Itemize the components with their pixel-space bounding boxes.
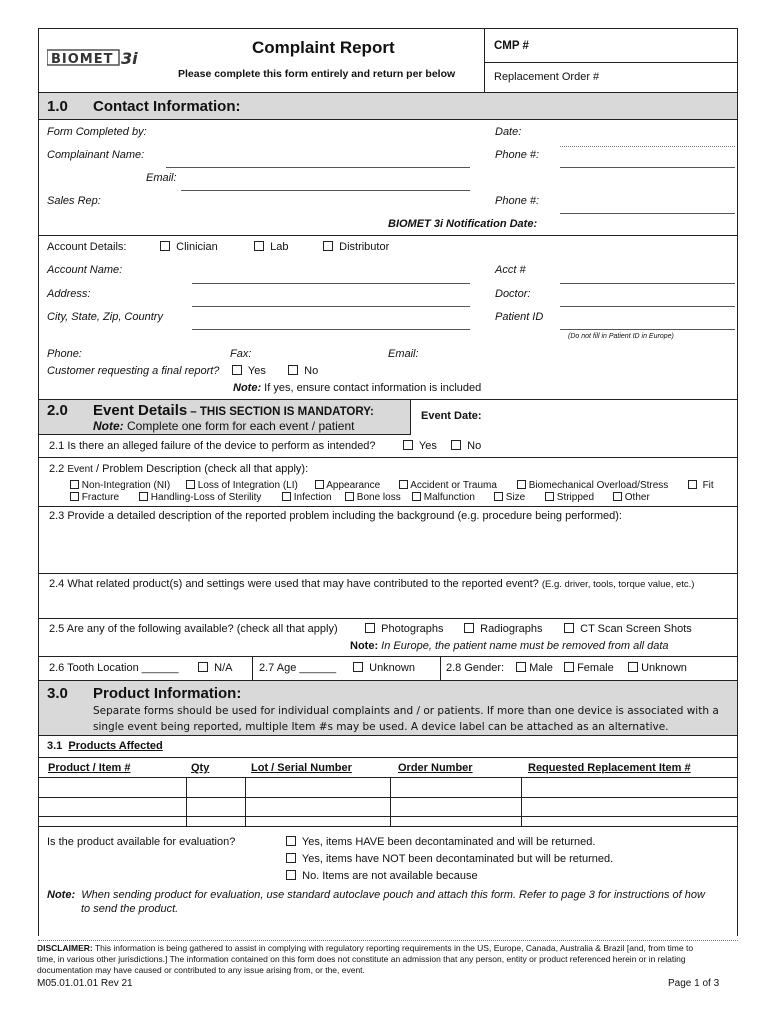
col-qty: Qty — [191, 762, 210, 774]
eval-option-not-available[interactable] — [286, 870, 478, 882]
section-1-title: Contact Information: — [93, 98, 241, 115]
checkbox[interactable] — [70, 480, 79, 489]
problem-loss-integration[interactable] — [186, 480, 298, 491]
divider-3 — [39, 506, 737, 507]
eval-option-label: Yes, items HAVE been decontaminated and will be returned. — [301, 836, 596, 848]
phone-label-2: Phone #: — [495, 195, 540, 207]
no-label: No — [467, 440, 482, 452]
lab-label: Lab — [270, 241, 289, 253]
photographs-option[interactable] — [365, 623, 444, 635]
checkbox[interactable] — [412, 492, 421, 501]
yes-label: Yes — [247, 365, 266, 377]
gender-unknown-option[interactable] — [628, 662, 687, 674]
eval-option-label: Yes, items have NOT been decontaminated but will be returned. — [301, 853, 614, 865]
disclaimer-label: DISCLAIMER: — [37, 943, 93, 953]
eval-not-available-checkbox[interactable] — [286, 870, 296, 880]
problem-label: Appearance — [326, 480, 381, 491]
section-2-title — [93, 402, 374, 419]
checkbox[interactable] — [282, 492, 291, 501]
q24-text: 2.4 What related product(s) and settings were used that may have contributed to the reported event? — [49, 578, 539, 590]
note-label: Note: — [47, 889, 76, 901]
final-report-yes[interactable] — [232, 365, 266, 377]
page-number: Page 1 of 3 — [668, 978, 720, 989]
photographs-label: Photographs — [381, 623, 444, 635]
q21-label: 2.1 Is there an alleged failure of the device to perform as intended? — [49, 440, 376, 452]
q22-label — [49, 463, 308, 475]
final-report-no-checkbox[interactable] — [288, 365, 298, 375]
distributor-label: Distributor — [339, 241, 390, 253]
col-product-item: Product / Item # — [48, 762, 131, 774]
notification-date-label: BIOMET 3i Notification Date: — [388, 218, 538, 230]
date-field[interactable] — [560, 146, 735, 147]
final-report-question: Customer requesting a final report? — [47, 365, 220, 377]
contact-note — [233, 382, 481, 394]
note-label: Note: — [93, 419, 124, 433]
section-2-note — [93, 419, 354, 433]
problem-label: Biomechanical Overload/Stress — [528, 480, 669, 491]
problem-stripped[interactable] — [545, 492, 594, 503]
table-cell[interactable] — [40, 798, 185, 815]
note-text: If yes, ensure contact information is included — [264, 382, 482, 394]
sub-title: Products Affected — [68, 740, 163, 752]
problem-label: Size — [505, 492, 526, 503]
problem-fit[interactable] — [688, 480, 714, 491]
col-replacement-item: Requested Replacement Item # — [528, 762, 691, 774]
sub-number: 3.1 — [47, 740, 63, 752]
checkbox[interactable] — [613, 492, 622, 501]
q21-no-checkbox[interactable] — [451, 440, 461, 450]
radiographs-checkbox[interactable] — [464, 623, 474, 633]
table-row-line — [39, 816, 737, 817]
problem-label: Accident or Trauma — [410, 480, 497, 491]
account-name-label: Account Name: — [47, 264, 123, 276]
section-3-description: Separate forms should be used for individual complaints and / or patients. If more than one device is associated with a single event being reported, multiple Item #s may be used. A device label can be attached as an alternative. — [93, 705, 719, 733]
problem-label: Fracture — [81, 492, 120, 503]
problem-label: Handling-Loss of Sterility — [150, 492, 262, 503]
radiographs-label: Radiographs — [480, 623, 543, 635]
problem-label: Stripped — [556, 492, 595, 503]
final-report-no[interactable] — [288, 365, 318, 377]
divider-2 — [39, 457, 737, 458]
ct-scan-option[interactable] — [564, 623, 692, 635]
tooth-location-label: 2.6 Tooth Location ______ — [49, 662, 179, 674]
q22-text: / Problem Description (check all that apply): — [92, 463, 309, 475]
products-affected-heading — [47, 740, 163, 752]
table-col-line — [245, 777, 246, 826]
na-label: N/A — [214, 662, 233, 674]
problem-malfunction[interactable] — [412, 492, 475, 503]
patient-id-field[interactable] — [560, 329, 735, 330]
problem-other[interactable] — [613, 492, 650, 503]
event-date-label: Event Date: — [421, 410, 482, 422]
city-state-field[interactable] — [192, 329, 470, 330]
radiographs-option[interactable] — [464, 623, 543, 635]
section-1-number: 1.0 — [47, 98, 68, 115]
eval-option-label: No. Items are not available because — [302, 870, 478, 882]
yes-label: Yes — [418, 440, 437, 452]
email-label: Email: — [146, 172, 177, 184]
divider-gender — [440, 656, 441, 680]
clinician-checkbox[interactable] — [160, 241, 170, 251]
mandatory-label: – THIS SECTION IS MANDATORY: — [190, 406, 374, 418]
clinician-option[interactable] — [160, 241, 218, 253]
problem-biomechanical[interactable] — [517, 480, 668, 491]
divider-5 — [39, 618, 737, 619]
checkbox[interactable] — [315, 480, 324, 489]
acct-field[interactable] — [560, 283, 735, 284]
q23-label: 2.3 Provide a detailed description of the reported problem including the background (e.g. procedure being performed): — [49, 510, 622, 522]
acct-label: Acct # — [495, 264, 526, 276]
unknown-label: Unknown — [641, 662, 687, 674]
q21-yes-checkbox[interactable] — [403, 440, 413, 450]
no-label: No — [304, 365, 319, 377]
male-label: Male — [529, 662, 553, 674]
col-order-number: Order Number — [398, 762, 473, 774]
gender-unknown-checkbox[interactable] — [628, 662, 638, 672]
q22-number: 2.2 — [49, 463, 68, 475]
ct-scan-checkbox[interactable] — [564, 623, 574, 633]
checkbox[interactable] — [70, 492, 79, 501]
products-table — [39, 757, 737, 826]
note-text: Complete one form for each event / patient — [127, 419, 355, 433]
footer-divider — [38, 940, 738, 941]
shipping-note-line-2: to send the product. — [81, 903, 179, 915]
problem-accident[interactable] — [399, 480, 497, 491]
problem-label: Malfunction — [423, 492, 475, 503]
gender-male-option[interactable] — [516, 662, 553, 674]
tooth-na-checkbox[interactable] — [198, 662, 208, 672]
problem-bone-loss[interactable] — [345, 492, 401, 503]
checkbox[interactable] — [517, 480, 526, 489]
distributor-option[interactable] — [323, 241, 389, 253]
q21-yes[interactable] — [403, 440, 437, 452]
problem-size[interactable] — [494, 492, 525, 503]
sales-rep-label: Sales Rep: — [47, 195, 101, 207]
final-report-yes-checkbox[interactable] — [232, 365, 242, 375]
city-state-label: City, State, Zip, Country — [47, 311, 163, 323]
col-lot-serial: Lot / Serial Number — [251, 762, 352, 774]
checkbox[interactable] — [186, 480, 195, 489]
problem-infection[interactable] — [282, 492, 332, 503]
doctor-label: Doctor: — [495, 288, 531, 300]
lab-option[interactable] — [254, 241, 288, 253]
logo-text-3i: 3i — [121, 49, 138, 67]
female-checkbox[interactable] — [564, 662, 574, 672]
age-unknown-option[interactable] — [353, 662, 415, 674]
problem-handling[interactable] — [139, 492, 261, 503]
problem-label: Non-Integration (NI) — [81, 480, 171, 491]
problem-fracture[interactable] — [70, 492, 119, 503]
disclaimer-line-2: time, in various other jurisdictions.] The information contained on this form does not constitute an admission that any person, entity or product referenced herein or in relating — [37, 954, 686, 964]
section-3-number: 3.0 — [47, 685, 68, 702]
table-col-line — [186, 777, 187, 826]
doctor-field[interactable] — [560, 306, 735, 307]
phone-field-2[interactable] — [560, 213, 735, 214]
problem-label: Loss of Integration (LI) — [197, 480, 298, 491]
date-label: Date: — [495, 126, 522, 138]
divider-4 — [39, 573, 737, 574]
eval-option-decontaminated[interactable] — [286, 836, 595, 848]
checkbox[interactable] — [545, 492, 554, 501]
distributor-checkbox[interactable] — [323, 241, 333, 251]
fax-label: Fax: — [230, 348, 252, 360]
logo-text-biomet: BIOMET — [51, 52, 114, 67]
unknown-label: Unknown — [369, 662, 415, 674]
q22-event: Event — [67, 464, 93, 475]
table-col-line — [390, 777, 391, 826]
male-checkbox[interactable] — [516, 662, 526, 672]
checkbox[interactable] — [345, 492, 354, 501]
phone-label-1: Phone #: — [495, 149, 540, 161]
divider-age — [252, 656, 253, 680]
disclaimer-text-1: This information is being gathered to assist in complying with regulatory reporting requirements in the US, Europe, Canada, Australia & Brazil [and, from time to — [92, 943, 694, 953]
page-title: Complaint Report — [252, 38, 395, 57]
section-3-title: Product Information: — [93, 685, 242, 702]
problem-nonintegration[interactable] — [70, 480, 170, 491]
q24-example: (E.g. driver, tools, torque value, etc.) — [541, 579, 695, 590]
divider-1 — [39, 235, 737, 236]
note-text: When sending product for evaluation, use standard autoclave pouch and attach this form. Refer to page 3 for instructions of how — [81, 889, 705, 901]
gender-label: 2.8 Gender: — [446, 662, 505, 674]
disclaimer — [37, 943, 737, 976]
eval-not-decontaminated-checkbox[interactable] — [286, 853, 296, 863]
replacement-order-label: Replacement Order # — [494, 71, 600, 83]
table-cell[interactable] — [40, 778, 185, 796]
problem-label: Fit — [702, 480, 714, 491]
note-label: Note: — [350, 640, 379, 652]
checkbox[interactable] — [139, 492, 148, 501]
q24-label — [49, 578, 694, 590]
document-id: M05.01.01.01 Rev 21 — [37, 978, 133, 989]
phone-label-3: Phone: — [47, 348, 82, 360]
patient-id-label: Patient ID — [495, 311, 544, 323]
section-2-title-text: Event Details — [93, 402, 188, 419]
complainant-name-label: Complainant Name: — [47, 149, 145, 161]
checkbox[interactable] — [494, 492, 503, 501]
problem-appearance[interactable] — [315, 480, 380, 491]
patient-id-note: (Do not fill in Patient ID in Europe) — [568, 333, 674, 340]
address-field[interactable] — [192, 306, 470, 307]
account-details-label: Account Details: — [47, 241, 127, 253]
note-text: In Europe, the patient name must be removed from all data — [381, 640, 669, 652]
table-col-line — [521, 777, 522, 826]
biomet-logo — [47, 49, 151, 67]
female-label: Female — [577, 662, 614, 674]
evaluation-question: Is the product available for evaluation? — [47, 836, 236, 848]
eval-option-not-decontaminated[interactable] — [286, 853, 613, 865]
phone-field-1[interactable] — [560, 167, 735, 168]
section-2-number: 2.0 — [47, 402, 68, 419]
header-divider — [484, 29, 485, 92]
problem-label: Bone loss — [356, 492, 401, 503]
disclaimer-line-3: documentation may have caused or contributed to any issue arising from, or the, event. — [37, 965, 365, 975]
photographs-checkbox[interactable] — [365, 623, 375, 633]
disclaimer-line-1 — [37, 943, 737, 954]
divider-6 — [39, 656, 737, 657]
checkbox[interactable] — [399, 480, 408, 489]
problem-label: Infection — [293, 492, 332, 503]
address-label: Address: — [47, 288, 91, 300]
clinician-label: Clinician — [176, 241, 218, 253]
email-label-2: Email: — [388, 348, 419, 360]
note-label: Note: — [233, 382, 262, 394]
q21-no[interactable] — [451, 440, 481, 452]
gender-female-option[interactable] — [564, 662, 614, 674]
page-subtitle: Please complete this form entirely and return per below — [178, 68, 456, 80]
cmp-label: CMP # — [494, 40, 529, 52]
account-name-field[interactable] — [192, 283, 470, 284]
age-label: 2.7 Age ______ — [259, 662, 337, 674]
checkbox[interactable] — [688, 480, 697, 489]
table-row-line — [39, 826, 737, 827]
tooth-na-option[interactable] — [198, 662, 232, 674]
eval-decontaminated-checkbox[interactable] — [286, 836, 296, 846]
email-field[interactable] — [181, 190, 470, 191]
ct-scan-label: CT Scan Screen Shots — [580, 623, 692, 635]
europe-note — [350, 640, 669, 652]
header-split-line — [484, 62, 737, 63]
age-unknown-checkbox[interactable] — [353, 662, 363, 672]
lab-checkbox[interactable] — [254, 241, 264, 251]
shipping-note — [47, 889, 705, 901]
problem-label: Other — [624, 492, 650, 503]
q25-label: 2.5 Are any of the following available? (check all that apply) — [49, 623, 338, 635]
form-completed-by-label: Form Completed by: — [47, 126, 147, 138]
complainant-name-field[interactable] — [166, 167, 470, 168]
